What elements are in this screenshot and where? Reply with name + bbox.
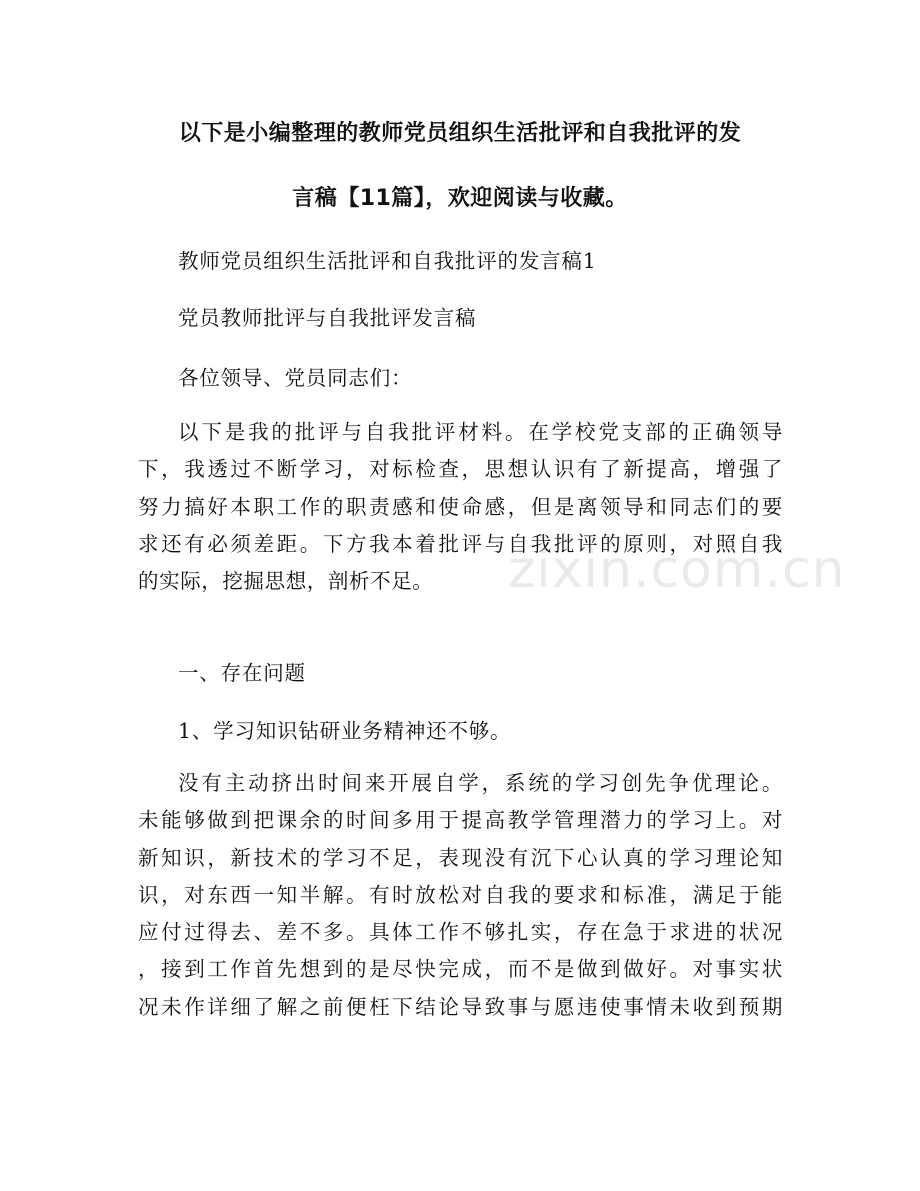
paragraph-line: 识，对东西一知半解。有时放松对自我的要求和标准，满足于能: [138, 882, 783, 907]
paragraph-line: 求还有必须差距。下方我本着批评与自我批评的原则，对照自我: [138, 531, 783, 556]
paragraph-line: 下，我透过不断学习，对标检查，思想认识有了新提高，增强了: [138, 457, 783, 482]
watermark-text: zixin.com.cn: [508, 540, 846, 600]
paragraph-line: 新知识，新技术的学习不足，表现没有沉下心认真的学习理论知: [138, 845, 783, 870]
paragraph-problem-1: [138, 765, 783, 1026]
paragraph-line: 以下是我的批评与自我批评材料。在学校党支部的正确领导: [178, 420, 783, 444]
paragraph-line: ，接到工作首先想到的是尽快完成，而不是做到做好。对事实状: [138, 957, 783, 982]
speech-title: 党员教师批评与自我批评发言稿: [178, 306, 477, 330]
document-title-line-2: 言稿【11篇】，欢迎阅读与收藏。: [292, 186, 628, 211]
paragraph-line: 的实际，挖掘思想，剖析不足。: [138, 569, 434, 594]
list-item-heading: 1、学习知识钻研业务精神还不够。: [178, 719, 512, 743]
paragraph-line: 应付过得去、差不多。具体工作不够扎实，存在急于求进的状况: [138, 920, 783, 945]
document-title-line-1: 以下是小编整理的教师党员组织生活批评和自我批评的发: [178, 121, 742, 146]
paragraph-line: 没有主动挤出时间来开展自学，系统的学习创先争优理论。: [178, 771, 783, 795]
salutation: 各位领导、党员同志们：: [178, 366, 413, 390]
paragraph-intro: [138, 414, 783, 600]
paragraph-line: 况未作详细了解之前便枉下结论导致事与愿违使事情未收到预期: [138, 994, 783, 1019]
article-heading: 教师党员组织生活批评和自我批评的发言稿1: [178, 249, 597, 273]
section-heading: 一、存在问题: [178, 661, 306, 685]
paragraph-line: 努力搞好本职工作的职责感和使命感，但是离领导和同志们的要: [138, 494, 783, 519]
paragraph-line: 未能够做到把课余的时间多用于提高教学管理潜力的学习上。对: [138, 808, 783, 833]
